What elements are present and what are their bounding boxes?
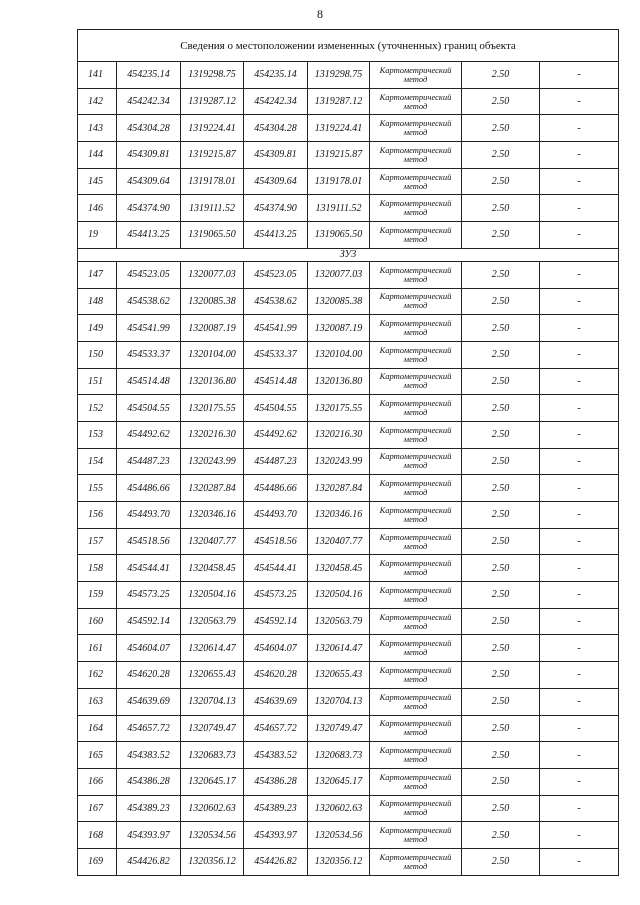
method-cell: Картометрический метод xyxy=(370,62,462,89)
table-title-row xyxy=(78,30,619,62)
x-new-cell: 454389.23 xyxy=(244,795,308,822)
point-number-cell: 147 xyxy=(78,261,117,288)
x-new-cell: 454309.81 xyxy=(244,142,308,169)
x-existing-cell: 454413.25 xyxy=(117,222,181,249)
point-number-cell: 150 xyxy=(78,341,117,368)
point-number-cell: 166 xyxy=(78,768,117,795)
accuracy-cell: 2.50 xyxy=(462,341,540,368)
method-cell: Картометрический метод xyxy=(370,142,462,169)
point-number-cell: 146 xyxy=(78,195,117,222)
table-row xyxy=(78,62,619,89)
note-cell: - xyxy=(540,421,619,448)
table-row xyxy=(78,395,619,422)
y-existing-cell: 1320087.19 xyxy=(181,315,244,342)
method-cell: Картометрический метод xyxy=(370,448,462,475)
x-new-cell: 454514.48 xyxy=(244,368,308,395)
y-new-cell: 1320704.13 xyxy=(308,688,370,715)
y-existing-cell: 1320085.38 xyxy=(181,288,244,315)
y-existing-cell: 1320104.00 xyxy=(181,341,244,368)
accuracy-cell: 2.50 xyxy=(462,715,540,742)
note-cell: - xyxy=(540,168,619,195)
note-cell: - xyxy=(540,448,619,475)
note-cell: - xyxy=(540,688,619,715)
method-cell: Картометрический метод xyxy=(370,768,462,795)
accuracy-cell: 2.50 xyxy=(462,475,540,502)
table-row xyxy=(78,502,619,529)
y-existing-cell: 1320704.13 xyxy=(181,688,244,715)
y-existing-cell: 1320243.99 xyxy=(181,448,244,475)
y-existing-cell: 1320356.12 xyxy=(181,848,244,875)
note-cell: - xyxy=(540,395,619,422)
table-row xyxy=(78,475,619,502)
point-number-cell: 164 xyxy=(78,715,117,742)
accuracy-cell: 2.50 xyxy=(462,368,540,395)
note-cell: - xyxy=(540,341,619,368)
page-number: 8 xyxy=(317,7,323,21)
note-cell: - xyxy=(540,555,619,582)
note-cell: - xyxy=(540,582,619,609)
point-number-cell: 159 xyxy=(78,582,117,609)
method-cell: Картометрический метод xyxy=(370,688,462,715)
y-existing-cell: 1320534.56 xyxy=(181,822,244,849)
accuracy-cell: 2.50 xyxy=(462,688,540,715)
note-cell: - xyxy=(540,62,619,89)
table-row xyxy=(78,662,619,689)
point-number-cell: 161 xyxy=(78,635,117,662)
y-existing-cell: 1319287.12 xyxy=(181,88,244,115)
y-new-cell: 1320645.17 xyxy=(308,768,370,795)
x-new-cell: 454413.25 xyxy=(244,222,308,249)
x-existing-cell: 454374.90 xyxy=(117,195,181,222)
note-cell: - xyxy=(540,475,619,502)
accuracy-cell: 2.50 xyxy=(462,528,540,555)
method-cell: Картометрический метод xyxy=(370,555,462,582)
y-new-cell: 1320563.79 xyxy=(308,608,370,635)
x-new-cell: 454386.28 xyxy=(244,768,308,795)
accuracy-cell: 2.50 xyxy=(462,635,540,662)
accuracy-cell: 2.50 xyxy=(462,555,540,582)
point-number-cell: 152 xyxy=(78,395,117,422)
x-new-cell: 454657.72 xyxy=(244,715,308,742)
y-new-cell: 1320602.63 xyxy=(308,795,370,822)
x-existing-cell: 454235.14 xyxy=(117,62,181,89)
y-existing-cell: 1320655.43 xyxy=(181,662,244,689)
method-cell: Картометрический метод xyxy=(370,421,462,448)
point-number-cell: 154 xyxy=(78,448,117,475)
table-row xyxy=(78,195,619,222)
point-number-cell: 153 xyxy=(78,421,117,448)
y-existing-cell: 1320683.73 xyxy=(181,742,244,769)
x-new-cell: 454518.56 xyxy=(244,528,308,555)
y-new-cell: 1319178.01 xyxy=(308,168,370,195)
point-number-cell: 168 xyxy=(78,822,117,849)
y-new-cell: 1320458.45 xyxy=(308,555,370,582)
table-row xyxy=(78,115,619,142)
method-cell: Картометрический метод xyxy=(370,315,462,342)
y-new-cell: 1320346.16 xyxy=(308,502,370,529)
table-row xyxy=(78,848,619,875)
note-cell: - xyxy=(540,195,619,222)
y-new-cell: 1319224.41 xyxy=(308,115,370,142)
note-cell: - xyxy=(540,502,619,529)
point-number-cell: 144 xyxy=(78,142,117,169)
note-cell: - xyxy=(540,88,619,115)
point-number-cell: 156 xyxy=(78,502,117,529)
y-new-cell: 1319065.50 xyxy=(308,222,370,249)
x-new-cell: 454304.28 xyxy=(244,115,308,142)
point-number-cell: 149 xyxy=(78,315,117,342)
y-existing-cell: 1319065.50 xyxy=(181,222,244,249)
x-new-cell: 454383.52 xyxy=(244,742,308,769)
method-cell: Картометрический метод xyxy=(370,822,462,849)
y-new-cell: 1320407.77 xyxy=(308,528,370,555)
method-cell: Картометрический метод xyxy=(370,261,462,288)
note-cell: - xyxy=(540,315,619,342)
accuracy-cell: 2.50 xyxy=(462,768,540,795)
point-number-cell: 162 xyxy=(78,662,117,689)
method-cell: Картометрический метод xyxy=(370,288,462,315)
table-row xyxy=(78,688,619,715)
x-new-cell: 454393.97 xyxy=(244,822,308,849)
table-row xyxy=(78,222,619,249)
method-cell: Картометрический метод xyxy=(370,608,462,635)
x-existing-cell: 454523.05 xyxy=(117,261,181,288)
accuracy-cell: 2.50 xyxy=(462,168,540,195)
x-existing-cell: 454604.07 xyxy=(117,635,181,662)
point-number-cell: 148 xyxy=(78,288,117,315)
note-cell: - xyxy=(540,261,619,288)
method-cell: Картометрический метод xyxy=(370,222,462,249)
note-cell: - xyxy=(540,848,619,875)
method-cell: Картометрический метод xyxy=(370,848,462,875)
accuracy-cell: 2.50 xyxy=(462,608,540,635)
table-row xyxy=(78,822,619,849)
y-existing-cell: 1320407.77 xyxy=(181,528,244,555)
y-existing-cell: 1320602.63 xyxy=(181,795,244,822)
point-number-cell: 157 xyxy=(78,528,117,555)
method-cell: Картометрический метод xyxy=(370,395,462,422)
x-existing-cell: 454514.48 xyxy=(117,368,181,395)
note-cell: - xyxy=(540,115,619,142)
point-number-cell: 160 xyxy=(78,608,117,635)
x-existing-cell: 454518.56 xyxy=(117,528,181,555)
accuracy-cell: 2.50 xyxy=(462,261,540,288)
x-existing-cell: 454592.14 xyxy=(117,608,181,635)
x-existing-cell: 454309.81 xyxy=(117,142,181,169)
x-new-cell: 454544.41 xyxy=(244,555,308,582)
x-existing-cell: 454383.52 xyxy=(117,742,181,769)
y-new-cell: 1320749.47 xyxy=(308,715,370,742)
y-existing-cell: 1320175.55 xyxy=(181,395,244,422)
method-cell: Картометрический метод xyxy=(370,368,462,395)
table-row xyxy=(78,582,619,609)
table-row xyxy=(78,368,619,395)
x-new-cell: 454493.70 xyxy=(244,502,308,529)
table-row xyxy=(78,261,619,288)
point-number-cell: 169 xyxy=(78,848,117,875)
x-existing-cell: 454538.62 xyxy=(117,288,181,315)
y-existing-cell: 1319111.52 xyxy=(181,195,244,222)
method-cell: Картометрический метод xyxy=(370,742,462,769)
table-row xyxy=(78,421,619,448)
y-new-cell: 1320504.16 xyxy=(308,582,370,609)
note-cell: - xyxy=(540,142,619,169)
table-row xyxy=(78,768,619,795)
method-cell: Картометрический метод xyxy=(370,582,462,609)
accuracy-cell: 2.50 xyxy=(462,62,540,89)
method-cell: Картометрический метод xyxy=(370,715,462,742)
note-cell: - xyxy=(540,662,619,689)
note-cell: - xyxy=(540,822,619,849)
y-existing-cell: 1320216.30 xyxy=(181,421,244,448)
x-existing-cell: 454541.99 xyxy=(117,315,181,342)
note-cell: - xyxy=(540,795,619,822)
section-label: ЗУ3 xyxy=(78,248,619,261)
y-existing-cell: 1319215.87 xyxy=(181,142,244,169)
accuracy-cell: 2.50 xyxy=(462,88,540,115)
y-new-cell: 1320683.73 xyxy=(308,742,370,769)
y-existing-cell: 1320346.16 xyxy=(181,502,244,529)
x-existing-cell: 454393.97 xyxy=(117,822,181,849)
method-cell: Картометрический метод xyxy=(370,795,462,822)
x-new-cell: 454604.07 xyxy=(244,635,308,662)
y-new-cell: 1320136.80 xyxy=(308,368,370,395)
accuracy-cell: 2.50 xyxy=(462,115,540,142)
y-new-cell: 1320356.12 xyxy=(308,848,370,875)
accuracy-cell: 2.50 xyxy=(462,195,540,222)
section-row xyxy=(78,248,619,261)
x-existing-cell: 454573.25 xyxy=(117,582,181,609)
x-new-cell: 454309.64 xyxy=(244,168,308,195)
note-cell: - xyxy=(540,608,619,635)
x-existing-cell: 454533.37 xyxy=(117,341,181,368)
x-new-cell: 454538.62 xyxy=(244,288,308,315)
table-row xyxy=(78,168,619,195)
note-cell: - xyxy=(540,715,619,742)
point-number-cell: 165 xyxy=(78,742,117,769)
x-new-cell: 454487.23 xyxy=(244,448,308,475)
table-row xyxy=(78,742,619,769)
note-cell: - xyxy=(540,742,619,769)
table-row xyxy=(78,528,619,555)
table-row xyxy=(78,142,619,169)
y-existing-cell: 1320563.79 xyxy=(181,608,244,635)
table-row xyxy=(78,315,619,342)
x-existing-cell: 454242.34 xyxy=(117,88,181,115)
method-cell: Картометрический метод xyxy=(370,528,462,555)
x-new-cell: 454374.90 xyxy=(244,195,308,222)
x-new-cell: 454639.69 xyxy=(244,688,308,715)
table-row xyxy=(78,795,619,822)
accuracy-cell: 2.50 xyxy=(462,795,540,822)
x-new-cell: 454486.66 xyxy=(244,475,308,502)
y-new-cell: 1319298.75 xyxy=(308,62,370,89)
x-existing-cell: 454309.64 xyxy=(117,168,181,195)
x-existing-cell: 454486.66 xyxy=(117,475,181,502)
y-new-cell: 1320534.56 xyxy=(308,822,370,849)
accuracy-cell: 2.50 xyxy=(462,448,540,475)
y-new-cell: 1319215.87 xyxy=(308,142,370,169)
x-new-cell: 454504.55 xyxy=(244,395,308,422)
y-new-cell: 1319111.52 xyxy=(308,195,370,222)
table-row xyxy=(78,341,619,368)
accuracy-cell: 2.50 xyxy=(462,421,540,448)
table-row xyxy=(78,88,619,115)
x-existing-cell: 454544.41 xyxy=(117,555,181,582)
y-new-cell: 1320104.00 xyxy=(308,341,370,368)
y-new-cell: 1320216.30 xyxy=(308,421,370,448)
point-number-cell: 158 xyxy=(78,555,117,582)
accuracy-cell: 2.50 xyxy=(462,395,540,422)
x-new-cell: 454235.14 xyxy=(244,62,308,89)
point-number-cell: 167 xyxy=(78,795,117,822)
y-new-cell: 1320175.55 xyxy=(308,395,370,422)
method-cell: Картометрический метод xyxy=(370,502,462,529)
note-cell: - xyxy=(540,368,619,395)
method-cell: Картометрический метод xyxy=(370,662,462,689)
x-existing-cell: 454426.82 xyxy=(117,848,181,875)
x-new-cell: 454620.28 xyxy=(244,662,308,689)
accuracy-cell: 2.50 xyxy=(462,742,540,769)
accuracy-cell: 2.50 xyxy=(462,222,540,249)
x-new-cell: 454533.37 xyxy=(244,341,308,368)
x-new-cell: 454242.34 xyxy=(244,88,308,115)
method-cell: Картометрический метод xyxy=(370,475,462,502)
point-number-cell: 155 xyxy=(78,475,117,502)
y-existing-cell: 1320614.47 xyxy=(181,635,244,662)
y-existing-cell: 1319224.41 xyxy=(181,115,244,142)
table-body xyxy=(78,30,619,876)
y-new-cell: 1320087.19 xyxy=(308,315,370,342)
x-new-cell: 454426.82 xyxy=(244,848,308,875)
method-cell: Картометрический метод xyxy=(370,168,462,195)
table-row xyxy=(78,448,619,475)
y-new-cell: 1320085.38 xyxy=(308,288,370,315)
y-new-cell: 1320614.47 xyxy=(308,635,370,662)
point-number-cell: 19 xyxy=(78,222,117,249)
y-existing-cell: 1319298.75 xyxy=(181,62,244,89)
accuracy-cell: 2.50 xyxy=(462,582,540,609)
accuracy-cell: 2.50 xyxy=(462,142,540,169)
y-new-cell: 1320655.43 xyxy=(308,662,370,689)
table-title: Сведения о местоположении измененных (уточненных) границ объекта xyxy=(78,30,619,62)
method-cell: Картометрический метод xyxy=(370,195,462,222)
accuracy-cell: 2.50 xyxy=(462,288,540,315)
y-existing-cell: 1320136.80 xyxy=(181,368,244,395)
y-existing-cell: 1320287.84 xyxy=(181,475,244,502)
point-number-cell: 143 xyxy=(78,115,117,142)
accuracy-cell: 2.50 xyxy=(462,822,540,849)
boundary-coordinates-table xyxy=(77,29,619,876)
method-cell: Картометрический метод xyxy=(370,115,462,142)
method-cell: Картометрический метод xyxy=(370,635,462,662)
method-cell: Картометрический метод xyxy=(370,88,462,115)
x-existing-cell: 454492.62 xyxy=(117,421,181,448)
x-new-cell: 454573.25 xyxy=(244,582,308,609)
y-existing-cell: 1320504.16 xyxy=(181,582,244,609)
y-new-cell: 1320287.84 xyxy=(308,475,370,502)
table-row xyxy=(78,555,619,582)
note-cell: - xyxy=(540,768,619,795)
note-cell: - xyxy=(540,222,619,249)
x-existing-cell: 454487.23 xyxy=(117,448,181,475)
x-new-cell: 454523.05 xyxy=(244,261,308,288)
point-number-cell: 151 xyxy=(78,368,117,395)
point-number-cell: 163 xyxy=(78,688,117,715)
x-existing-cell: 454386.28 xyxy=(117,768,181,795)
accuracy-cell: 2.50 xyxy=(462,502,540,529)
note-cell: - xyxy=(540,635,619,662)
y-new-cell: 1319287.12 xyxy=(308,88,370,115)
accuracy-cell: 2.50 xyxy=(462,848,540,875)
method-cell: Картометрический метод xyxy=(370,341,462,368)
table-row xyxy=(78,715,619,742)
y-existing-cell: 1320077.03 xyxy=(181,261,244,288)
x-existing-cell: 454389.23 xyxy=(117,795,181,822)
table-row xyxy=(78,288,619,315)
point-number-cell: 142 xyxy=(78,88,117,115)
table-row xyxy=(78,608,619,635)
y-existing-cell: 1320645.17 xyxy=(181,768,244,795)
y-new-cell: 1320077.03 xyxy=(308,261,370,288)
y-existing-cell: 1320458.45 xyxy=(181,555,244,582)
y-existing-cell: 1320749.47 xyxy=(181,715,244,742)
x-existing-cell: 454304.28 xyxy=(117,115,181,142)
point-number-cell: 145 xyxy=(78,168,117,195)
y-new-cell: 1320243.99 xyxy=(308,448,370,475)
x-new-cell: 454541.99 xyxy=(244,315,308,342)
y-existing-cell: 1319178.01 xyxy=(181,168,244,195)
table-row xyxy=(78,635,619,662)
x-existing-cell: 454620.28 xyxy=(117,662,181,689)
x-existing-cell: 454639.69 xyxy=(117,688,181,715)
note-cell: - xyxy=(540,528,619,555)
x-existing-cell: 454493.70 xyxy=(117,502,181,529)
note-cell: - xyxy=(540,288,619,315)
accuracy-cell: 2.50 xyxy=(462,662,540,689)
point-number-cell: 141 xyxy=(78,62,117,89)
accuracy-cell: 2.50 xyxy=(462,315,540,342)
x-new-cell: 454492.62 xyxy=(244,421,308,448)
x-new-cell: 454592.14 xyxy=(244,608,308,635)
x-existing-cell: 454504.55 xyxy=(117,395,181,422)
x-existing-cell: 454657.72 xyxy=(117,715,181,742)
